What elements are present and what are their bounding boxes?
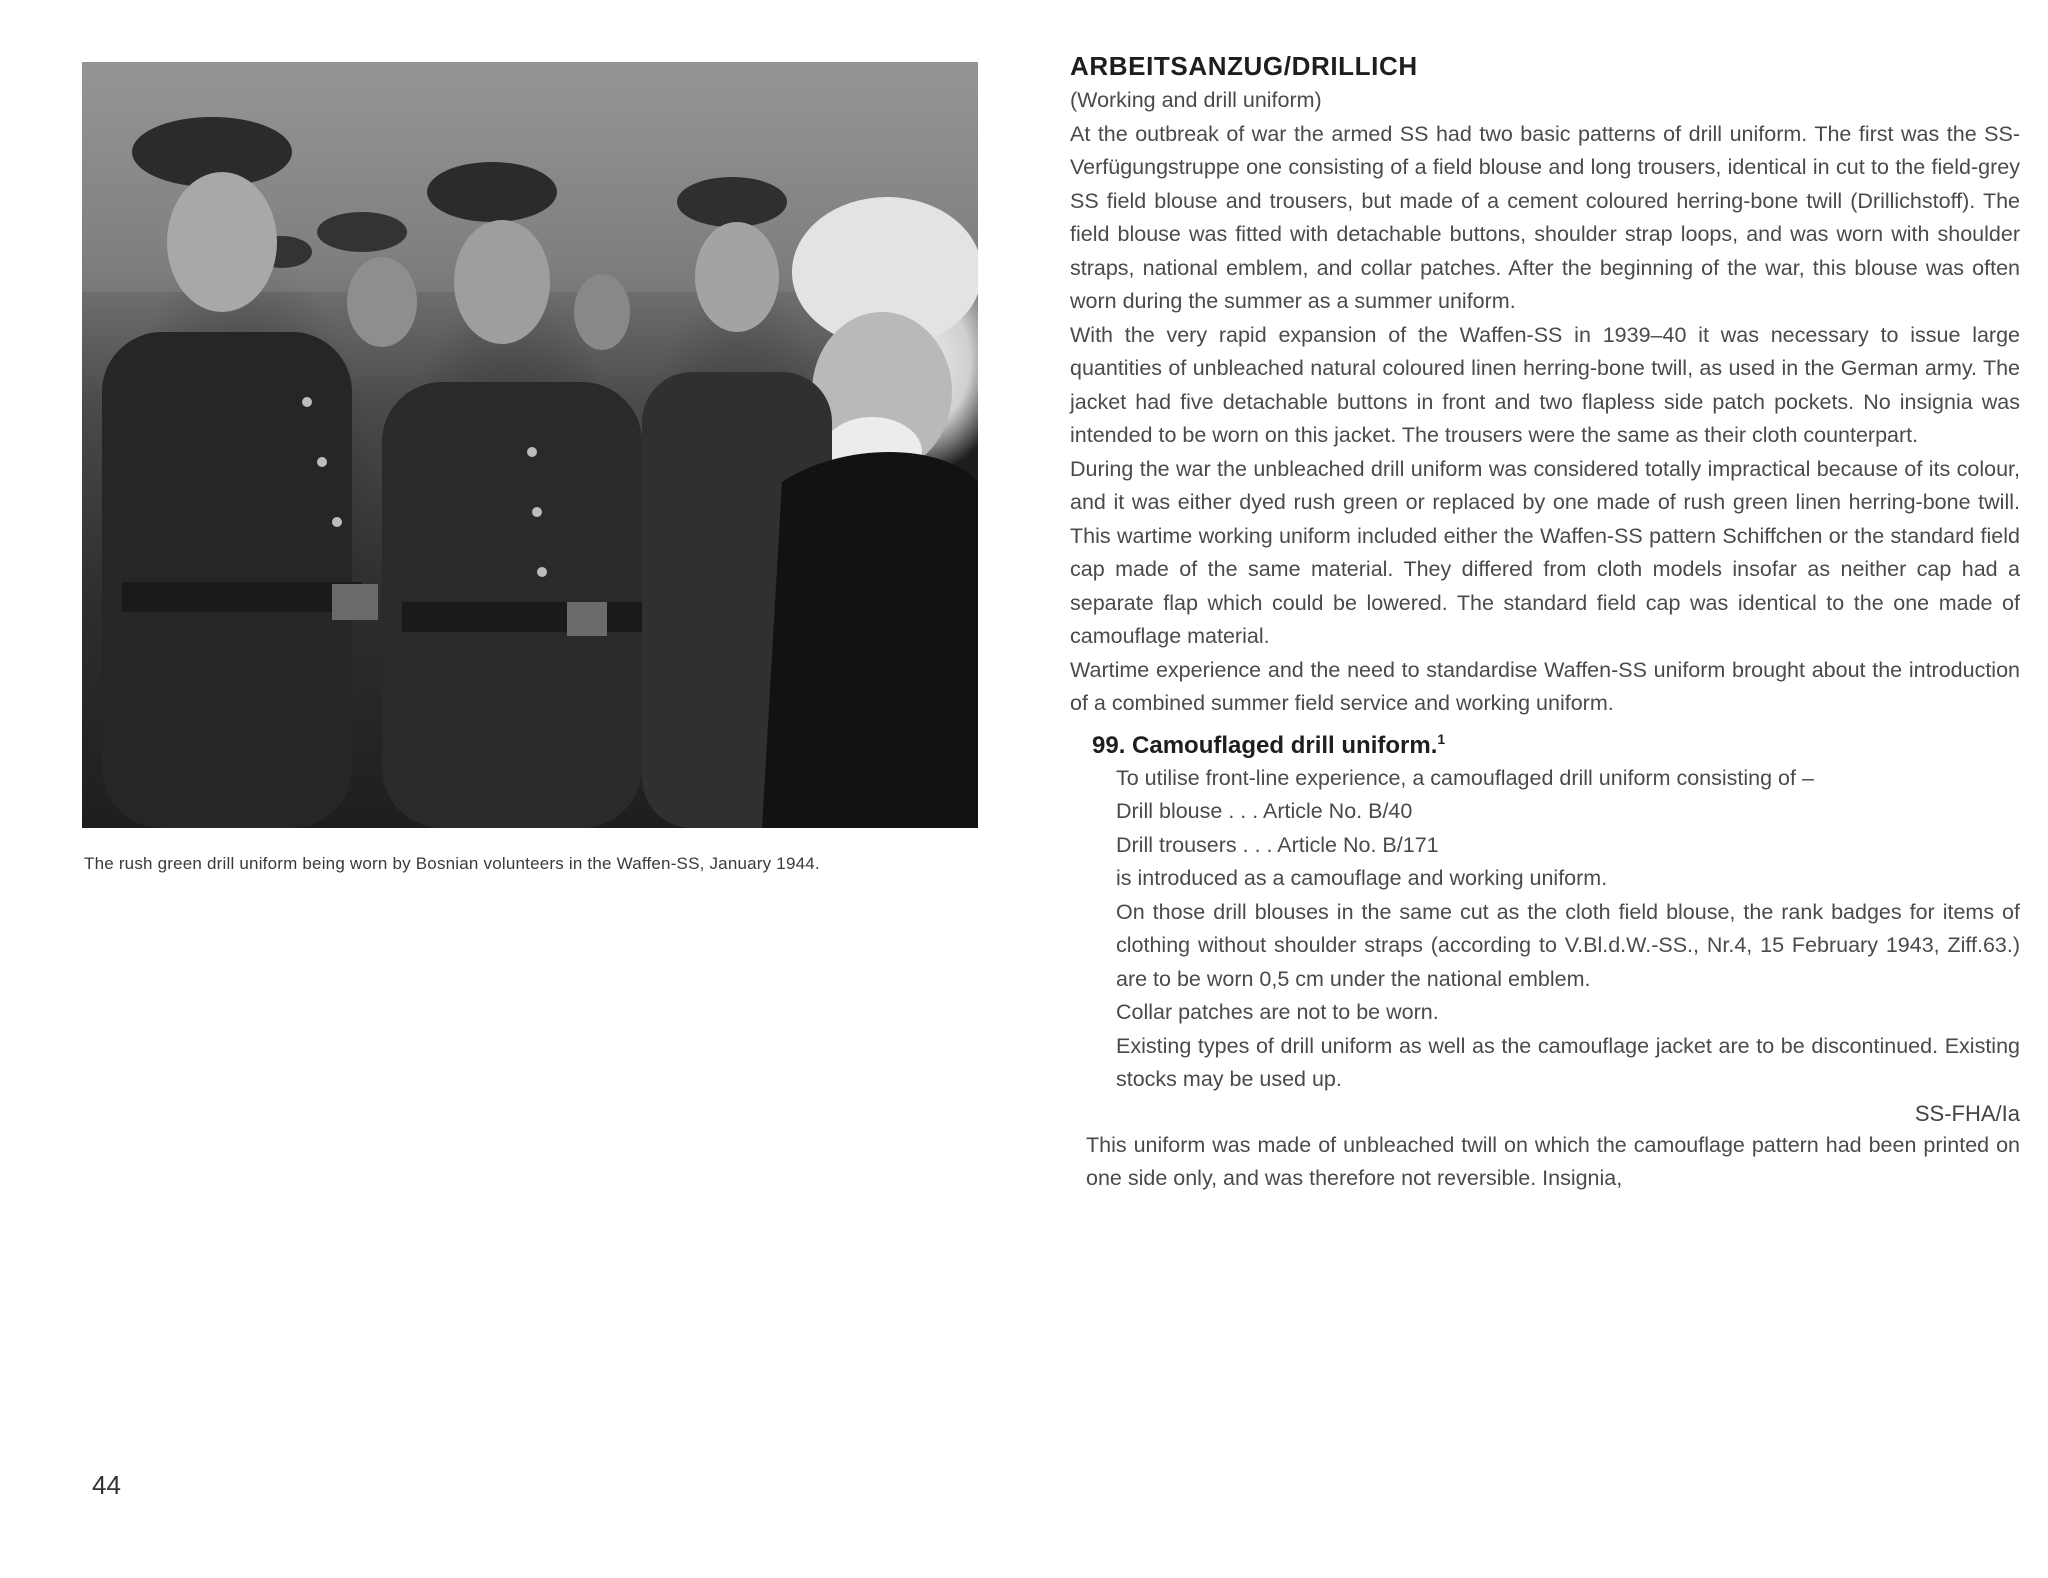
order-signature: SS-FHA/Ia bbox=[1914, 1100, 2020, 1126]
paragraph: At the outbreak of war the armed SS had two basic patterns of drill uniform. The first was the SS-Verfügungstruppe one consisting of a field blouse and long trousers, identical in cut to the field-grey SS field blouse and trousers, but made of a cement coloured herring-bone twill (Drillichstoff). The field blouse was fitted with detachable buttons, shoulder strap loops, and was worn with shoulder straps, national emblem, and collar patches. After the beginning of the war, this blouse was often worn during the summer as a summer uniform. bbox=[1070, 121, 2020, 313]
subheading: (Working and drill uniform) bbox=[1070, 88, 1322, 112]
photograph-soldiers bbox=[82, 62, 978, 828]
paragraph: Wartime experience and the need to standardise Waffen-SS uniform brought about the introduction of a combined summer field service and working uniform. bbox=[1070, 657, 2020, 715]
closing-paragraph: This uniform was made of unbleached twill on which the camouflage pattern had been printed on one side only, and was therefore not reversible. Insignia, bbox=[1086, 1132, 2020, 1190]
paragraph: During the war the unbleached drill uniform was considered totally impractical because of its colour, and it was either dyed rush green or replaced by one made of rush green linen herring-bone twill. This wartime working uniform included either the Waffen-SS pattern Schiffchen or the standard field cap made of the same material. They differed from cloth models insofar as neither cap had a separate flap which could be lowered. The standard field cap was identical to the one made of camouflage material. bbox=[1070, 456, 2020, 648]
order-text bbox=[1116, 762, 2020, 1127]
order-line: Drill trousers . . . Article No. B/171 bbox=[1116, 832, 1439, 857]
photo-illustration bbox=[82, 62, 978, 828]
footnote-mark: 1 bbox=[1437, 730, 1446, 747]
order-line: is introduced as a camouflage and working uniform. bbox=[1116, 866, 1608, 890]
text-column bbox=[1070, 50, 2020, 1196]
section-heading: ARBEITSANZUG/DRILLICH bbox=[1070, 51, 1418, 81]
order-line: Collar patches are not to be worn. bbox=[1116, 1000, 1439, 1024]
subsection-title bbox=[1092, 731, 2020, 760]
order-line: To utilise front-line experience, a camouflaged drill uniform consisting of – bbox=[1116, 765, 1814, 790]
photo-caption: The rush green drill uniform being worn by Bosnian volunteers in the Waffen-SS, January 1944. bbox=[84, 854, 820, 873]
order-line: On those drill blouses in the same cut as the cloth field blouse, the rank badges for items of clothing without shoulder straps (according to V.Bl.d.W.-SS., Nr.4, 15 February 1943, Ziff.63.) are to be worn 0,5 cm under the national emblem. bbox=[1116, 899, 2020, 991]
paragraph: With the very rapid expansion of the Waffen-SS in 1939–40 it was necessary to issue large quantities of unbleached natural coloured linen herring-bone twill, as used in the German army. The jacket had five detachable buttons in front and two flapless side patch pockets. No insignia was intended to be worn on this jacket. The trousers were the same as their cloth counterpart. bbox=[1070, 322, 2020, 447]
subsection-title-text: 99. Camouflaged drill uniform. bbox=[1092, 731, 1438, 759]
order-line: Drill blouse . . . Article No. B/40 bbox=[1116, 799, 1413, 823]
order-line: Existing types of drill uniform as well as the camouflage jacket are to be discontinued. Existing stocks may be used up. bbox=[1116, 1033, 2020, 1091]
page-number: 44 bbox=[92, 1470, 121, 1500]
